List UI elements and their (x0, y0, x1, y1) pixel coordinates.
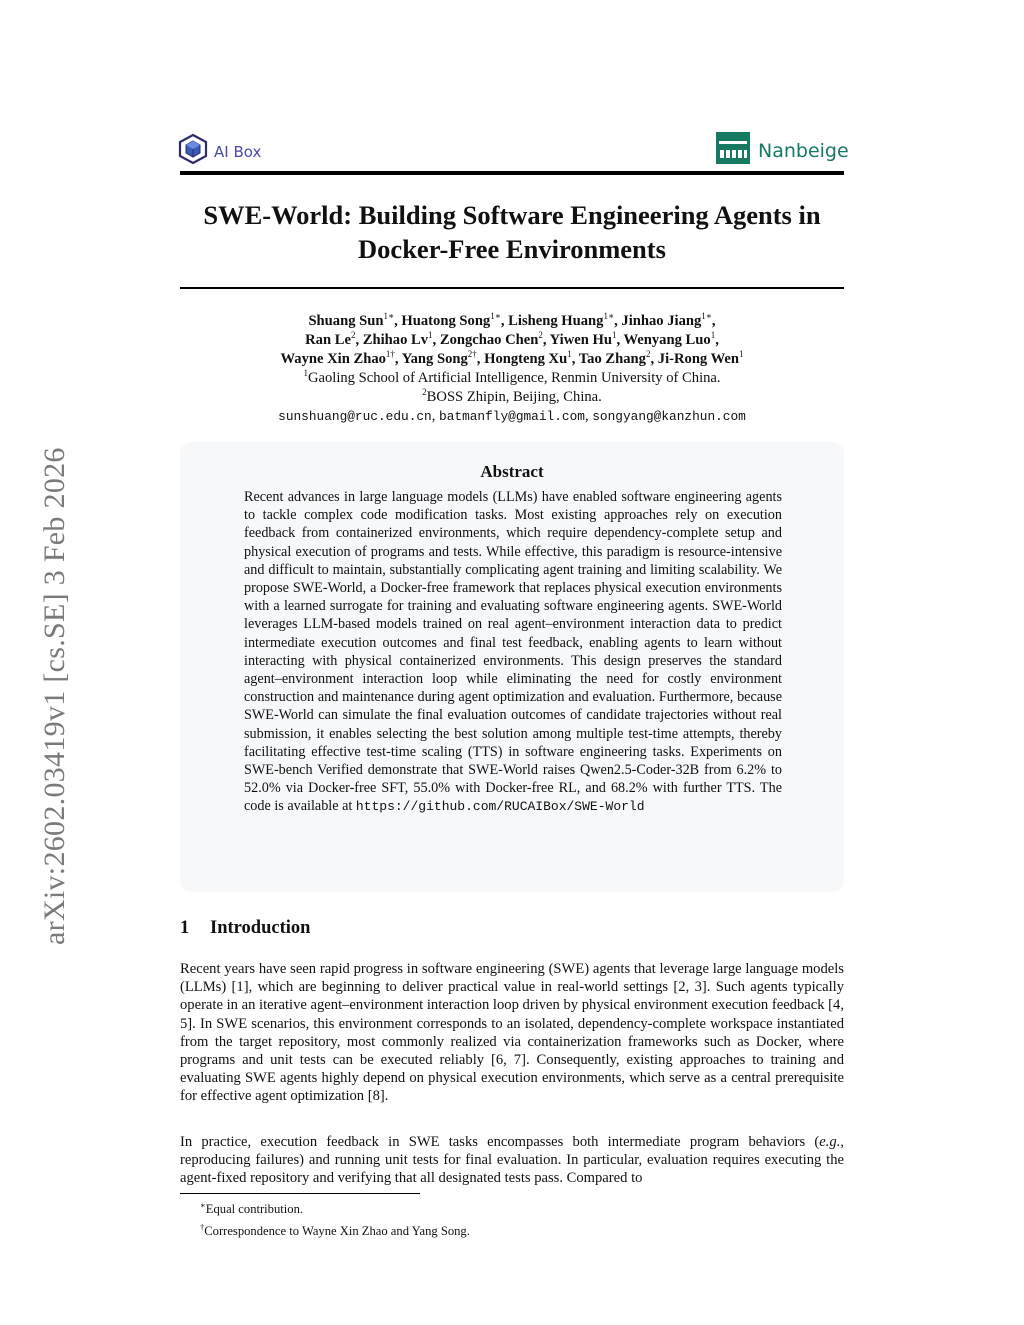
email-3[interactable]: songyang@kanzhun.com (592, 409, 746, 424)
author-line-1: Shuang Sun$^{1∗}$, Huatong Song$^{1∗}$, Lisheng Huang$^{1∗}$, Jinhao Jiang$^{1∗}$, (308, 311, 716, 329)
author-affiliation-mark: 1 (710, 330, 716, 341)
author-affiliation-mark: 2 (350, 330, 356, 341)
author-affiliation-mark: 1∗ (603, 311, 615, 322)
abstract-text: Recent advances in large language models (LLMs) have enabled software engineering agents to tackle complex code modification tasks. Most existing approaches rely on execution feedback from containerized environments, which require dependency-complete setup and physical execution of programs and tests. While effective, this paradigm is resource-intensive and difficult to maintain, substantially complicating agent training and limiting scalability. We propose SWE-World, a Docker-free framework that replaces physical execution environments with a learned surrogate for training and evaluating software engineering agents. SWE-World leverages LLM-based models trained on real agent–environment interaction data to predict intermediate execution outcomes and final test feedback, enabling agents to learn without interacting with physical containerized environments. This design preserves the standard agent–environment interaction loop while eliminating the need for costly environment construction and maintenance during agent optimization and evaluation. Furthermore, because SWE-World can simulate the final evaluation outcomes of candidate trajectories without real submission, it enables selecting the best solution among multiple test-time attempts, thereby facilitating effective test-time scaling (TTS) in software engineering tasks. Experiments on SWE-bench Verified demonstrate that SWE-World raises Qwen2.5-Coder-32B from 6.2% to 52.0% via Docker-free SFT, 55.0% with Docker-free RL, and 68.2% with further TTS. The code is available at (244, 489, 782, 815)
abstract-body (244, 488, 782, 817)
author-line-3: Wayne Xin Zhao$^{1\dagger}$, Yang Song$^{2\dagger}$, Hongteng Xu$^1$, Tao Zhang$^2$, Ji-Rong Wen$^1$ (280, 349, 744, 367)
cube-logo-icon (178, 133, 208, 170)
paper-title (180, 198, 844, 266)
affiliation-2: $^2$BOSS Zhipin, Beijing, China. (422, 387, 602, 405)
title-rule (180, 287, 844, 289)
email-2[interactable]: batmanfly@gmail.com (439, 409, 585, 424)
author-name: Zongchao Chen (439, 332, 539, 348)
author-name: Wayne Xin Zhao (280, 351, 386, 367)
author-name: Lisheng Huang (508, 313, 604, 329)
code-link[interactable]: https://github.com/RUCAIBox/SWE-World (355, 799, 645, 815)
author-name: Wenyang Luo (623, 332, 711, 348)
author-affiliation-mark: 2 (538, 330, 543, 341)
author-line-2: Ran Le$^2$, Zhihao Lv$^1$, Zongchao Chen$^2$, Yiwen Hu$^1$, Wenyang Luo$^1$, (305, 330, 719, 348)
footnote-rule (180, 1193, 420, 1194)
author-affiliation-mark: 1∗ (701, 311, 712, 322)
footnote-equal-contribution: ∗Equal contribution. (200, 1200, 304, 1217)
section-number: 1 (180, 918, 190, 938)
nanbeige-logo (716, 132, 849, 169)
header-rule (180, 171, 844, 175)
author-affiliation-mark: 1 (739, 349, 744, 360)
author-block (180, 312, 844, 426)
title-line-1: SWE-World: Building Software Engineering Agents in (203, 200, 821, 230)
author-affiliation-mark: 1 (567, 349, 572, 360)
author-affiliation-mark: 1† (385, 349, 395, 360)
aibox-logo (178, 133, 261, 170)
author-name: Zhihao Lv (362, 332, 429, 348)
author-name: Tao Zhang (578, 351, 646, 367)
author-name: Huatong Song (401, 313, 491, 329)
author-name: Shuang Sun (308, 313, 384, 329)
aibox-logo-text: AI Box (214, 142, 262, 161)
intro-paragraph-2: In practice, execution feedback in SWE tasks encompasses both intermediate program behaviors (e.g., reproducing failures) and running unit tests for final evaluation. In particular, evaluation requires executing the agent-fixed repository and verifying that all designated tests pass. Compared to (180, 1134, 844, 1187)
intro-paragraph-1: Recent years have seen rapid progress in software engineering (SWE) agents that leverage large language models (LLMs) [1], which are beginning to deliver practical value in real-world settings [2, 3]. Such agents typically operate in an iterative agent–environment interaction loop driven by physical environment execution feedback [4, 5]. In SWE scenarios, this environment corresponds to an isolated, dependency-complete workspace instantiated from the target repository, most commonly realized via containerization frameworks such as Docker, where programs and unit tests can be executed reliably [6, 7]. Consequently, existing approaches to training and evaluating SWE agents highly depend on physical execution environments, which serve as a central prerequisite for effective agent optimization [8]. (180, 961, 844, 1105)
author-name: Yang Song (401, 351, 468, 367)
nanbeige-logo-text: Nanbeige (758, 139, 849, 162)
arxiv-stamp: arXiv:2602.03419v1 [cs.SE] 3 Feb 2026 (38, 447, 71, 945)
email-1[interactable]: sunshuang@ruc.edu.cn (278, 409, 432, 424)
author-affiliation-mark: 1 (611, 330, 617, 341)
author-affiliation-mark: 2 (645, 349, 651, 360)
author-affiliation-mark: 2† (467, 349, 477, 360)
author-affiliation-mark: 1 (428, 330, 433, 341)
author-name: Ji-Rong Wen (657, 351, 739, 367)
author-name: Yiwen Hu (549, 332, 612, 348)
nanbeige-logo-icon (716, 132, 750, 169)
email-line: sunshuang@ruc.edu.cn, batmanfly@gmail.com, songyang@kanzhun.com (278, 408, 746, 424)
title-line-2: Docker-Free Environments (358, 234, 666, 264)
abstract-heading: Abstract (480, 462, 544, 481)
author-name: Hongteng Xu (484, 351, 568, 367)
affiliation-1: $^1$Gaoling School of Artificial Intelligence, Renmin University of China. (303, 368, 721, 386)
footnote-correspondence: †Correspondence to Wayne Xin Zhao and Yang Song. (200, 1222, 470, 1239)
section-heading (180, 918, 310, 939)
author-affiliation-mark: 1∗ (490, 311, 501, 322)
author-affiliation-mark: 1∗ (383, 311, 395, 322)
author-name: Ran Le (305, 332, 351, 348)
footnotes (200, 1196, 470, 1240)
author-name: Jinhao Jiang (621, 313, 702, 329)
section-title: Introduction (210, 918, 311, 938)
